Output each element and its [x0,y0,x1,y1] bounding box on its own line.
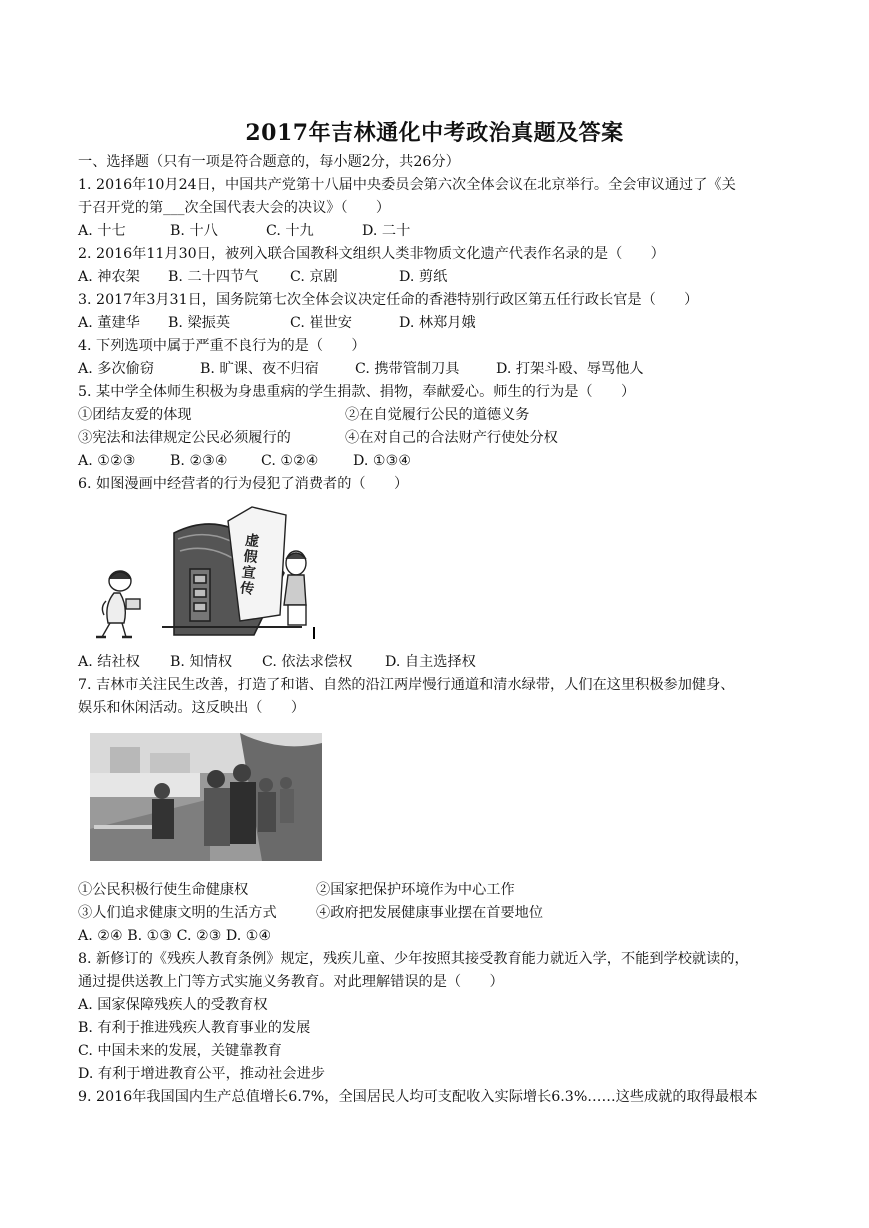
q2-option-c[interactable]: C. 京剧 [290,269,338,285]
q4-option-d[interactable]: D. 打架斗殴、辱骂他人 [496,361,644,377]
q7-stem-line2: 娱乐和休闲活动。这反映出（ ） [78,700,306,716]
q7-stem-line1: 7. 吉林市关注民生改善，打造了和谐、自然的沿江两岸慢行通道和清水绿带，人们在这里积极参加健身、 [78,677,735,693]
q2-option-b[interactable]: B. 二十四节气 [168,269,259,285]
q2-options [78,267,447,287]
q6-options [78,652,476,672]
q4-stem: 4. 下列选项中属于严重不良行为的是（ ） [78,338,366,354]
q1-option-a[interactable]: A. 十七 [78,223,126,239]
q6-option-c[interactable]: C. 依法求偿权 [262,654,353,670]
q1-option-b[interactable]: B. 十八 [170,223,218,239]
q7-item-2: ②国家把保护环境作为中心工作 [316,882,515,898]
q7-items-row2 [78,903,543,923]
page-title: 2017年吉林通化中考政治真题及答案 [245,120,624,146]
q6-option-d[interactable]: D. 自主选择权 [385,654,476,670]
q8-stem-line2: 通过提供送教上门等方式实施义务教育。对此理解错误的是（ ） [78,974,504,990]
q5-option-b[interactable]: B. ②③④ [170,453,228,469]
q2-option-a[interactable]: A. 神农架 [78,269,140,285]
q7-item-4: ④政府把发展健康事业摆在首要地位 [316,905,544,921]
q3-option-d[interactable]: D. 林郑月娥 [399,315,476,331]
q6-stem: 6. 如图漫画中经营者的行为侵犯了消费者的（ ） [78,476,409,492]
q2-option-d[interactable]: D. 剪纸 [399,269,448,285]
q9-stem: 9. 2016年我国国内生产总值增长6.7%，全国居民人均可支配收入实际增长6.3%……这些成就的取得最根本 [78,1089,758,1105]
q1-options [78,221,410,241]
q5-item-1: ①团结友爱的体现 [78,407,192,423]
q5-items-row1 [78,405,529,425]
q7-item-3: ③人们追求健康文明的生活方式 [78,905,277,921]
q3-option-b[interactable]: B. 梁振英 [168,315,231,331]
q8-option-a[interactable]: A. 国家保障残疾人的受教育权 [78,997,268,1013]
q1-option-c[interactable]: C. 十九 [266,223,314,239]
q4-option-b[interactable]: B. 旷课、夜不归宿 [200,361,319,377]
q5-item-2: ②在自觉履行公民的道德义务 [345,407,530,423]
q1-stem-line1: 1. 2016年10月24日，中国共产党第十八届中央委员会第六次全体会议在北京举行。全会审议通过了《关 [78,177,736,193]
q6-cartoon-image [92,503,318,641]
q1-option-d[interactable]: D. 二十 [362,223,411,239]
q8-option-b[interactable]: B. 有利于推进残疾人教育事业的发展 [78,1020,311,1036]
q5-option-c[interactable]: C. ①②④ [261,453,319,469]
q3-option-a[interactable]: A. 董建华 [78,315,140,331]
q2-stem: 2. 2016年11月30日，被列入联合国教科文组织人类非物质文化遗产代表作名录的是（ ） [78,246,665,262]
q4-options [78,359,644,379]
q5-options [78,451,411,471]
q7-items-row1 [78,880,515,900]
q7-photo-image [90,733,322,861]
section-heading: 一、选择题（只有一项是符合题意的，每小题2分，共26分） [78,154,460,170]
q1-stem-line2: 于召开党的第___次全国代表大会的决议》（ ） [78,200,391,216]
q4-option-c[interactable]: C. 携带管制刀具 [355,361,460,377]
q8-stem-line1: 8. 新修订的《残疾人教育条例》规定，残疾儿童、少年按照其接受教育能力就近入学，不能到学校就读的， [78,951,749,967]
q5-item-4: ④在对自己的合法财产行使处分权 [345,430,558,446]
q5-item-3: ③宪法和法律规定公民必须履行的 [78,430,291,446]
q8-option-c[interactable]: C. 中国未来的发展，关键靠教育 [78,1043,282,1059]
q6-option-b[interactable]: B. 知情权 [170,654,233,670]
q8-option-d[interactable]: D. 有利于增进教育公平，推动社会进步 [78,1066,325,1082]
q5-option-a[interactable]: A. ①②③ [78,453,136,469]
q7-item-1: ①公民积极行使生命健康权 [78,882,249,898]
q3-stem: 3. 2017年3月31日，国务院第七次全体会议决定任命的香港特别行政区第五任行政长官是（ ） [78,292,699,308]
q5-option-d[interactable]: D. ①③④ [353,453,412,469]
q7-options[interactable]: A. ②④ B. ①③ C. ②③ D. ①④ [78,928,272,944]
cartoon-sign-text: 虚假宣传 [237,532,260,598]
q5-stem: 5. 某中学全体师生积极为身患重病的学生捐款、捐物，奉献爱心。师生的行为是（ ） [78,384,636,400]
q3-option-c[interactable]: C. 崔世安 [290,315,352,331]
q5-items-row2 [78,428,558,448]
q3-options [78,313,476,333]
q4-option-a[interactable]: A. 多次偷窃 [78,361,155,377]
q6-option-a[interactable]: A. 结社权 [78,654,140,670]
